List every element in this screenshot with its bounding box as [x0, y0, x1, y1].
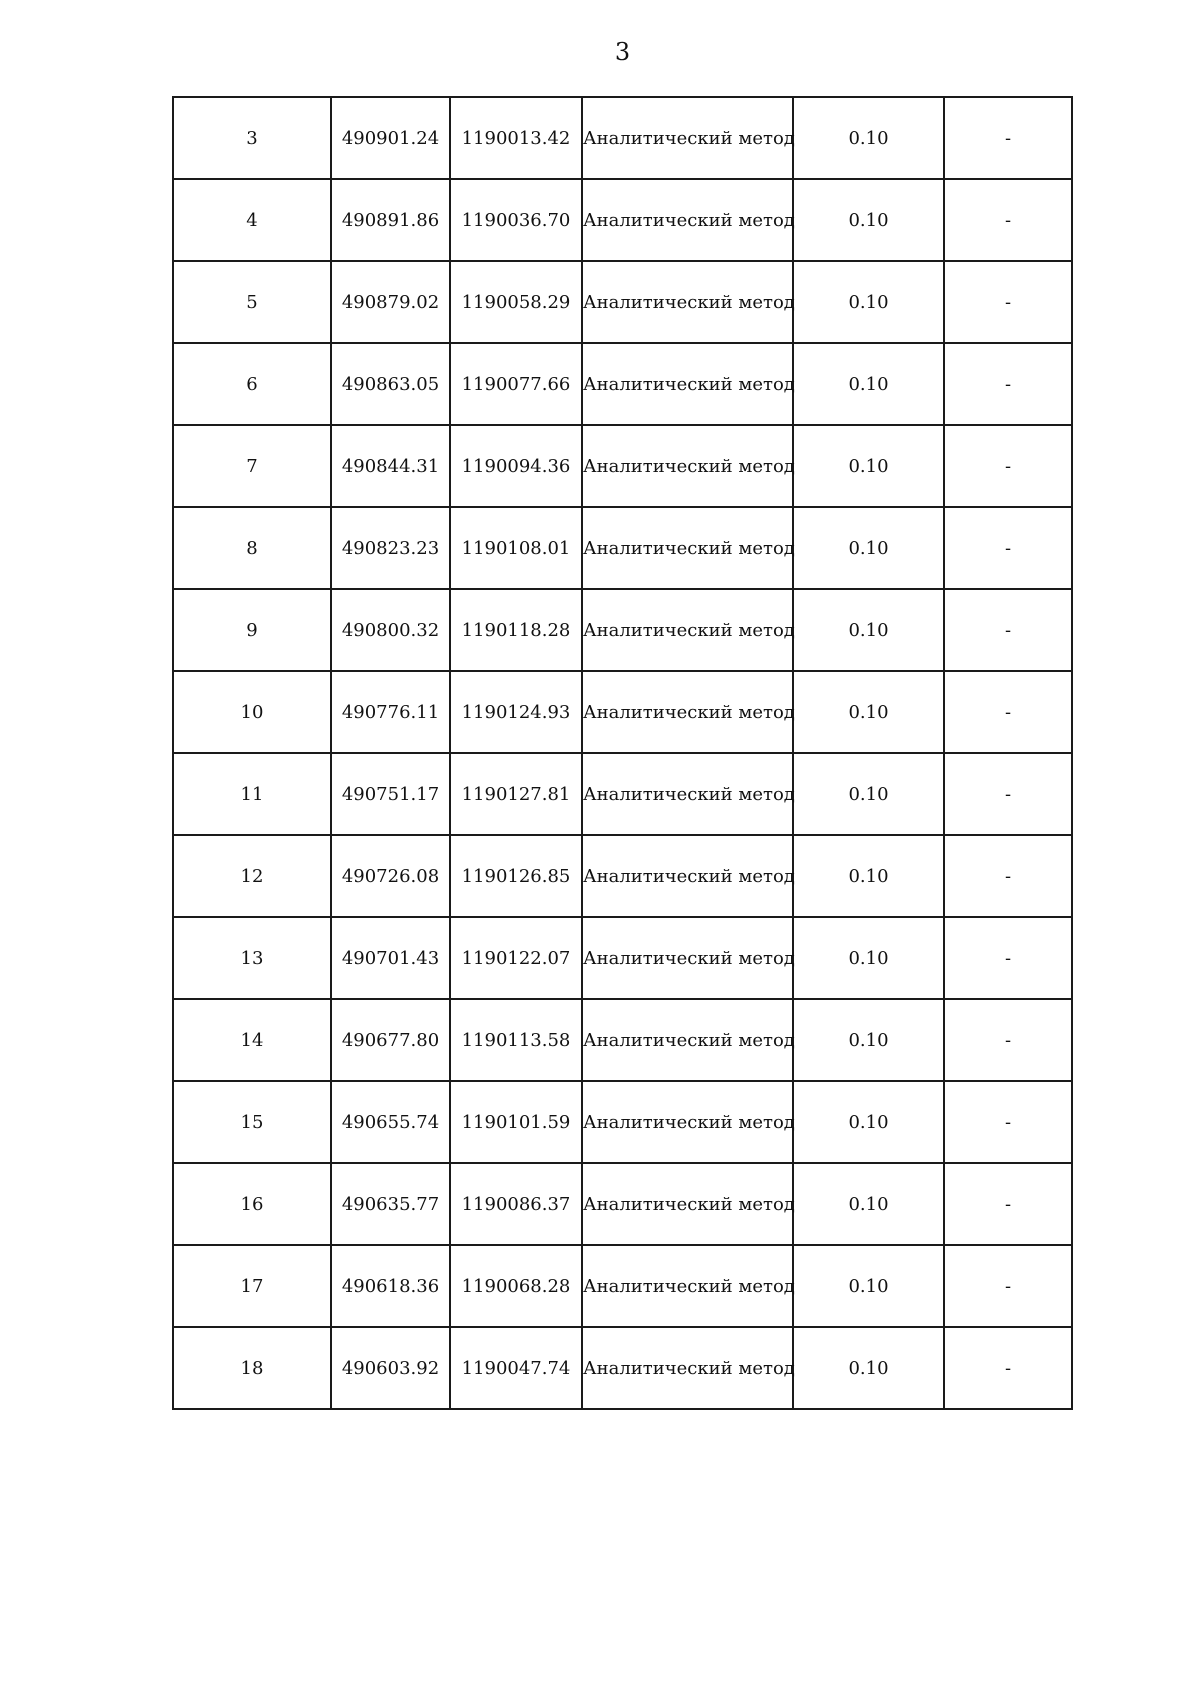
- method-cell: Аналитический метод: [582, 179, 793, 261]
- method-cell: Аналитический метод: [582, 1163, 793, 1245]
- accuracy-cell: 0.10: [793, 753, 944, 835]
- point-number-cell: 15: [173, 1081, 331, 1163]
- point-number-cell: 14: [173, 999, 331, 1081]
- y-coordinate-cell: 1190077.66: [450, 343, 582, 425]
- note-cell: -: [944, 1081, 1072, 1163]
- point-number-cell: 8: [173, 507, 331, 589]
- note-cell: -: [944, 917, 1072, 999]
- note-cell: -: [944, 999, 1072, 1081]
- y-coordinate-cell: 1190047.74: [450, 1327, 582, 1409]
- accuracy-cell: 0.10: [793, 917, 944, 999]
- y-coordinate-cell: 1190122.07: [450, 917, 582, 999]
- y-coordinate-cell: 1190094.36: [450, 425, 582, 507]
- note-cell: -: [944, 179, 1072, 261]
- accuracy-cell: 0.10: [793, 97, 944, 179]
- y-coordinate-cell: 1190108.01: [450, 507, 582, 589]
- point-number-cell: 3: [173, 97, 331, 179]
- coordinates-table: [172, 96, 1073, 1410]
- table-row: [173, 97, 1072, 179]
- x-coordinate-cell: 490863.05: [331, 343, 450, 425]
- x-coordinate-cell: 490823.23: [331, 507, 450, 589]
- method-cell: Аналитический метод: [582, 97, 793, 179]
- method-cell: Аналитический метод: [582, 753, 793, 835]
- note-cell: -: [944, 1327, 1072, 1409]
- point-number-cell: 12: [173, 835, 331, 917]
- note-cell: -: [944, 753, 1072, 835]
- point-number-cell: 17: [173, 1245, 331, 1327]
- point-number-cell: 18: [173, 1327, 331, 1409]
- note-cell: -: [944, 671, 1072, 753]
- note-cell: -: [944, 343, 1072, 425]
- method-cell: Аналитический метод: [582, 1327, 793, 1409]
- table-row: [173, 1245, 1072, 1327]
- accuracy-cell: 0.10: [793, 261, 944, 343]
- x-coordinate-cell: 490844.31: [331, 425, 450, 507]
- point-number-cell: 5: [173, 261, 331, 343]
- table-row: [173, 261, 1072, 343]
- point-number-cell: 10: [173, 671, 331, 753]
- y-coordinate-cell: 1190086.37: [450, 1163, 582, 1245]
- point-number-cell: 7: [173, 425, 331, 507]
- y-coordinate-cell: 1190113.58: [450, 999, 582, 1081]
- point-number-cell: 4: [173, 179, 331, 261]
- y-coordinate-cell: 1190101.59: [450, 1081, 582, 1163]
- x-coordinate-cell: 490701.43: [331, 917, 450, 999]
- note-cell: -: [944, 507, 1072, 589]
- note-cell: -: [944, 589, 1072, 671]
- accuracy-cell: 0.10: [793, 999, 944, 1081]
- x-coordinate-cell: 490726.08: [331, 835, 450, 917]
- x-coordinate-cell: 490677.80: [331, 999, 450, 1081]
- method-cell: Аналитический метод: [582, 917, 793, 999]
- table-row: [173, 179, 1072, 261]
- accuracy-cell: 0.10: [793, 589, 944, 671]
- x-coordinate-cell: 490655.74: [331, 1081, 450, 1163]
- accuracy-cell: 0.10: [793, 425, 944, 507]
- method-cell: Аналитический метод: [582, 1081, 793, 1163]
- method-cell: Аналитический метод: [582, 835, 793, 917]
- y-coordinate-cell: 1190118.28: [450, 589, 582, 671]
- y-coordinate-cell: 1190126.85: [450, 835, 582, 917]
- x-coordinate-cell: 490751.17: [331, 753, 450, 835]
- y-coordinate-cell: 1190013.42: [450, 97, 582, 179]
- accuracy-cell: 0.10: [793, 671, 944, 753]
- table-row: [173, 999, 1072, 1081]
- accuracy-cell: 0.10: [793, 1245, 944, 1327]
- coordinates-table-body: [173, 97, 1072, 1409]
- method-cell: Аналитический метод: [582, 671, 793, 753]
- y-coordinate-cell: 1190058.29: [450, 261, 582, 343]
- x-coordinate-cell: 490603.92: [331, 1327, 450, 1409]
- y-coordinate-cell: 1190068.28: [450, 1245, 582, 1327]
- x-coordinate-cell: 490879.02: [331, 261, 450, 343]
- table-row: [173, 507, 1072, 589]
- method-cell: Аналитический метод: [582, 1245, 793, 1327]
- method-cell: Аналитический метод: [582, 343, 793, 425]
- page-number: 3: [614, 38, 631, 66]
- table-row: [173, 1327, 1072, 1409]
- y-coordinate-cell: 1190036.70: [450, 179, 582, 261]
- accuracy-cell: 0.10: [793, 1081, 944, 1163]
- method-cell: Аналитический метод: [582, 999, 793, 1081]
- method-cell: Аналитический метод: [582, 261, 793, 343]
- x-coordinate-cell: 490635.77: [331, 1163, 450, 1245]
- accuracy-cell: 0.10: [793, 343, 944, 425]
- x-coordinate-cell: 490891.86: [331, 179, 450, 261]
- y-coordinate-cell: 1190127.81: [450, 753, 582, 835]
- accuracy-cell: 0.10: [793, 507, 944, 589]
- method-cell: Аналитический метод: [582, 425, 793, 507]
- table-row: [173, 589, 1072, 671]
- table-row: [173, 917, 1072, 999]
- accuracy-cell: 0.10: [793, 1327, 944, 1409]
- point-number-cell: 9: [173, 589, 331, 671]
- table-row: [173, 343, 1072, 425]
- method-cell: Аналитический метод: [582, 507, 793, 589]
- x-coordinate-cell: 490901.24: [331, 97, 450, 179]
- note-cell: -: [944, 97, 1072, 179]
- accuracy-cell: 0.10: [793, 1163, 944, 1245]
- point-number-cell: 11: [173, 753, 331, 835]
- point-number-cell: 6: [173, 343, 331, 425]
- table-row: [173, 835, 1072, 917]
- note-cell: -: [944, 1245, 1072, 1327]
- note-cell: -: [944, 835, 1072, 917]
- table-row: [173, 1081, 1072, 1163]
- table-row: [173, 753, 1072, 835]
- x-coordinate-cell: 490618.36: [331, 1245, 450, 1327]
- x-coordinate-cell: 490776.11: [331, 671, 450, 753]
- table-row: [173, 1163, 1072, 1245]
- y-coordinate-cell: 1190124.93: [450, 671, 582, 753]
- table-row: [173, 671, 1072, 753]
- table-row: [173, 425, 1072, 507]
- x-coordinate-cell: 490800.32: [331, 589, 450, 671]
- method-cell: Аналитический метод: [582, 589, 793, 671]
- point-number-cell: 16: [173, 1163, 331, 1245]
- note-cell: -: [944, 1163, 1072, 1245]
- note-cell: -: [944, 261, 1072, 343]
- accuracy-cell: 0.10: [793, 179, 944, 261]
- note-cell: -: [944, 425, 1072, 507]
- accuracy-cell: 0.10: [793, 835, 944, 917]
- point-number-cell: 13: [173, 917, 331, 999]
